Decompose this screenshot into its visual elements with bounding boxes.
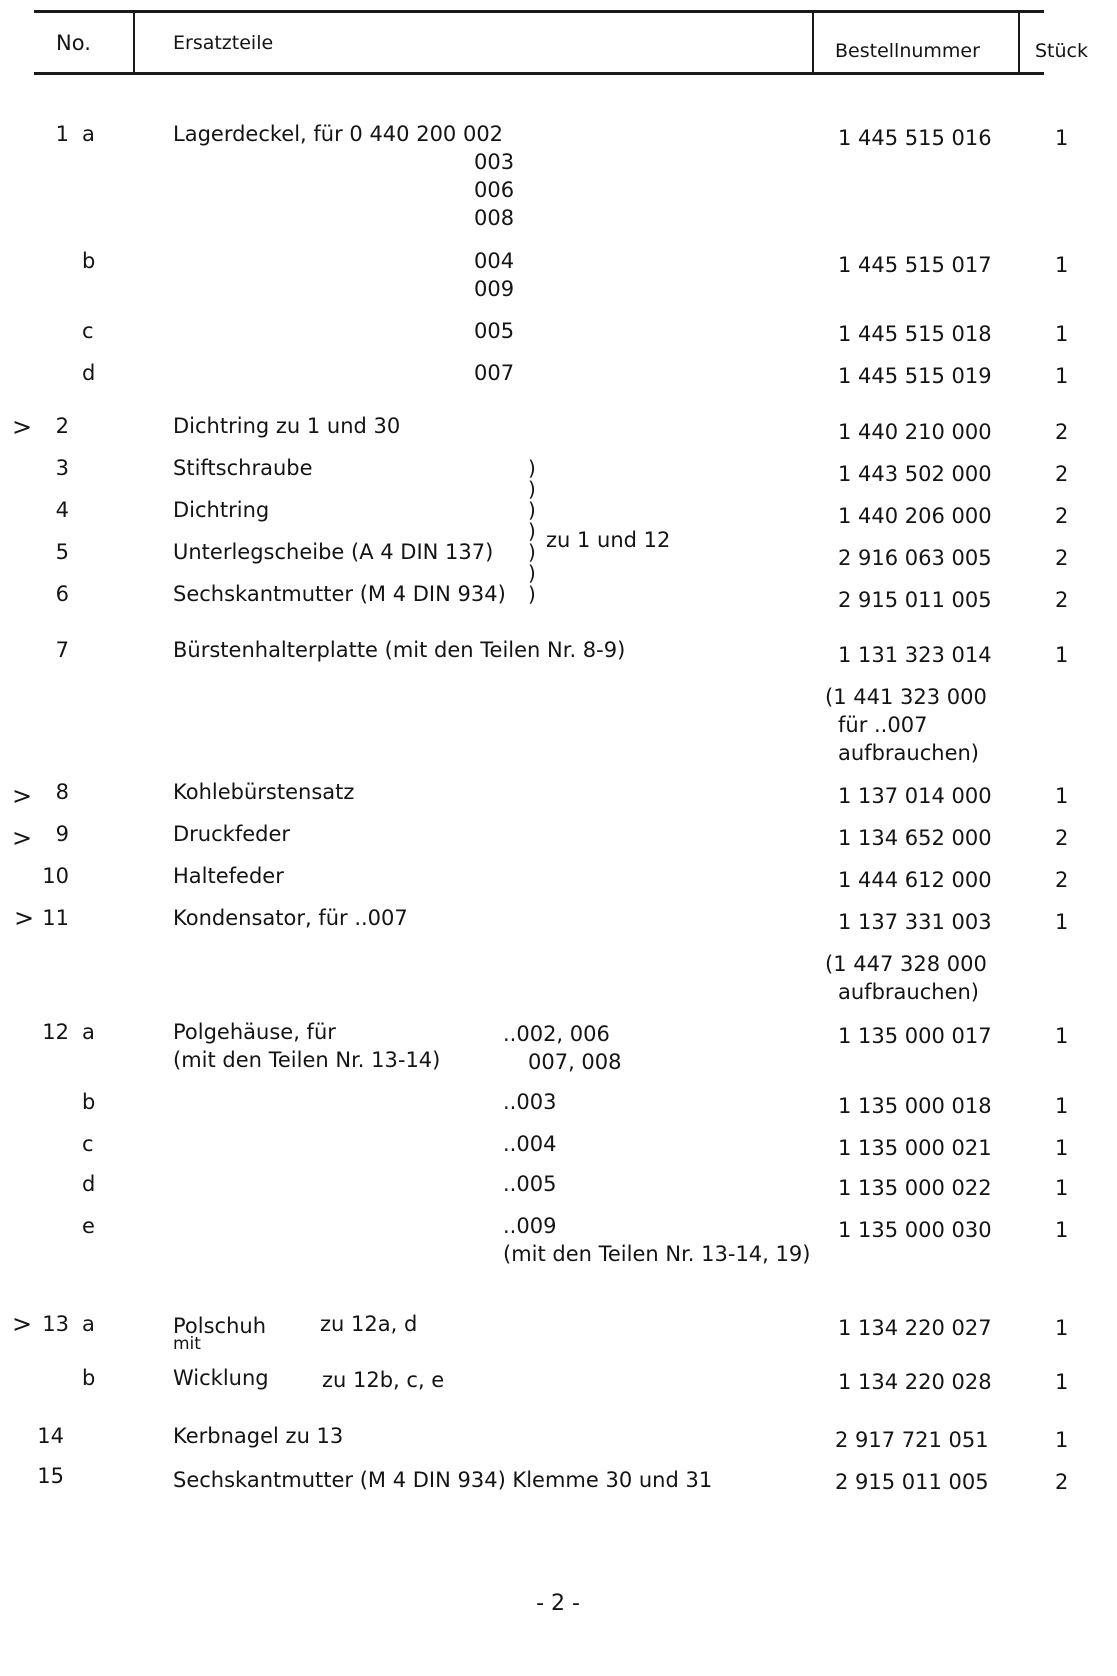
row-order-number: 1 131 323 014 [838, 643, 992, 667]
row-extra: 008 [474, 206, 515, 230]
row-number: 8 [55, 780, 69, 804]
row-sub: b [82, 249, 96, 273]
row-sub: a [82, 1020, 95, 1044]
row-order-number: 1 440 210 000 [838, 420, 992, 444]
row-order-number: 1 134 220 027 [838, 1316, 992, 1340]
row-order-number: 1 445 515 016 [838, 126, 992, 150]
row-order-number: 2 915 011 005 [835, 1470, 989, 1494]
row-order-number: 1 445 515 019 [838, 364, 992, 388]
row-order-number: 2 916 063 005 [838, 546, 992, 570]
row-desc-note: zu 12b, c, e [322, 1368, 445, 1392]
header-divider-1 [133, 10, 135, 74]
order-note: (1 447 328 000 [825, 952, 987, 976]
row-qty: 1 [1055, 910, 1069, 934]
row-extra: ..009 [503, 1214, 557, 1238]
change-marker: > [14, 904, 35, 932]
row-sub: d [82, 1172, 96, 1196]
row-desc: Dichtring [173, 498, 270, 522]
row-number: 2 [55, 414, 69, 438]
row-order-number: 1 444 612 000 [838, 868, 992, 892]
row-sub: b [82, 1366, 96, 1390]
row-qty: 1 [1055, 784, 1069, 808]
row-order-number: 1 137 331 003 [838, 910, 992, 934]
row-qty: 2 [1055, 826, 1069, 850]
group-note: zu 1 und 12 [546, 528, 671, 552]
col-header-qty: Stück [1035, 40, 1089, 62]
row-order-number: 1 440 206 000 [838, 504, 992, 528]
row-sub: c [82, 319, 94, 343]
row-qty: 1 [1055, 253, 1069, 277]
col-header-order: Bestellnummer [835, 40, 980, 62]
row-qty: 1 [1055, 1428, 1069, 1452]
row-desc: Dichtring zu 1 und 30 [173, 414, 401, 438]
header-divider-3 [1018, 10, 1020, 74]
row-sub: b [82, 1090, 96, 1114]
row-desc: Bürstenhalterplatte (mit den Teilen Nr. 8-9) [173, 638, 626, 662]
row-number: 7 [55, 638, 69, 662]
row-desc: Haltefeder [173, 864, 284, 888]
row-qty: 1 [1055, 1024, 1069, 1048]
row-qty: 2 [1055, 504, 1069, 528]
row-extra: 006 [474, 178, 515, 202]
row-number: 3 [55, 456, 69, 480]
row-extra: 005 [474, 319, 515, 343]
row-order-number: 1 443 502 000 [838, 462, 992, 486]
order-note: aufbrauchen) [838, 741, 979, 765]
change-marker: > [12, 1310, 33, 1338]
row-qty: 1 [1055, 1218, 1069, 1242]
row-extra-note: (mit den Teilen Nr. 13-14, 19) [503, 1242, 811, 1266]
row-extra: 003 [474, 150, 515, 174]
row-sub: e [82, 1214, 95, 1238]
row-number: 4 [55, 498, 69, 522]
row-number: 6 [55, 582, 69, 606]
row-order-number: 1 135 000 030 [838, 1218, 992, 1242]
row-qty: 1 [1055, 322, 1069, 346]
order-note: für ..007 [838, 713, 928, 737]
row-sub: d [82, 361, 96, 385]
row-extra: ..002, 006 [503, 1022, 610, 1046]
row-qty: 2 [1055, 420, 1069, 444]
group-brace: ) ) ) ) ) ) ) [528, 456, 536, 606]
row-number: 9 [55, 822, 69, 846]
order-note: aufbrauchen) [838, 980, 979, 1004]
page-number: - 2 - [536, 1591, 580, 1616]
row-sub: c [82, 1132, 94, 1156]
row-order-number: 1 135 000 017 [838, 1024, 992, 1048]
row-extra: 009 [474, 277, 515, 301]
row-qty: 2 [1055, 546, 1069, 570]
header-divider-2 [812, 10, 814, 74]
row-qty: 1 [1055, 1136, 1069, 1160]
row-qty: 2 [1055, 1470, 1069, 1494]
row-desc-connector: mit [173, 1334, 201, 1354]
row-extra: ..003 [503, 1090, 557, 1114]
row-qty: 1 [1055, 1370, 1069, 1394]
row-order-number: 2 915 011 005 [838, 588, 992, 612]
row-order-number: 1 135 000 022 [838, 1176, 992, 1200]
row-qty: 1 [1055, 1094, 1069, 1118]
row-qty: 1 [1055, 1176, 1069, 1200]
row-extra: 007 [474, 361, 515, 385]
row-number: 15 [37, 1464, 64, 1488]
row-desc: Kerbnagel zu 13 [173, 1424, 344, 1448]
row-qty: 2 [1055, 588, 1069, 612]
row-desc: Lagerdeckel, für 0 440 200 002 [173, 122, 504, 146]
row-sub: a [82, 122, 95, 146]
change-marker: > [12, 782, 33, 810]
row-qty: 1 [1055, 1316, 1069, 1340]
row-desc: Kondensator, für ..007 [173, 906, 408, 930]
row-order-number: 1 135 000 021 [838, 1136, 992, 1160]
row-desc: Wicklung [173, 1366, 269, 1390]
row-desc: Stiftschraube [173, 456, 313, 480]
col-header-part: Ersatzteile [173, 32, 274, 54]
row-number: 5 [55, 540, 69, 564]
row-desc: Polschuh [173, 1314, 267, 1338]
row-order-number: 1 445 515 017 [838, 253, 992, 277]
row-order-number: 1 137 014 000 [838, 784, 992, 808]
order-note: (1 441 323 000 [825, 685, 987, 709]
row-desc-line2: (mit den Teilen Nr. 13-14) [173, 1048, 441, 1072]
row-order-number: 2 917 721 051 [835, 1428, 989, 1452]
row-desc: Sechskantmutter (M 4 DIN 934) Klemme 30 und 31 [173, 1468, 713, 1492]
change-marker: > [12, 824, 33, 852]
row-desc: Druckfeder [173, 822, 291, 846]
row-number: 12 [42, 1020, 69, 1044]
row-qty: 2 [1055, 462, 1069, 486]
row-desc: Polgehäuse, für [173, 1020, 336, 1044]
row-order-number: 1 134 652 000 [838, 826, 992, 850]
row-desc: Kohlebürstensatz [173, 780, 355, 804]
row-desc: Sechskantmutter (M 4 DIN 934) [173, 582, 506, 606]
header-bottom-rule [34, 72, 1044, 75]
row-number: 13 [42, 1312, 69, 1336]
row-order-number: 1 445 515 018 [838, 322, 992, 346]
row-number: 14 [37, 1424, 64, 1448]
row-order-number: 1 134 220 028 [838, 1370, 992, 1394]
row-desc-note: zu 12a, d [320, 1312, 418, 1336]
row-extra: ..005 [503, 1172, 557, 1196]
row-extra: 007, 008 [528, 1050, 622, 1074]
row-extra: ..004 [503, 1132, 557, 1156]
row-number: 1 [55, 122, 69, 146]
row-extra: 004 [474, 249, 515, 273]
col-header-no: No. [56, 31, 91, 55]
change-marker: > [12, 413, 33, 441]
row-qty: 1 [1055, 126, 1069, 150]
row-desc: Unterlegscheibe (A 4 DIN 137) [173, 540, 494, 564]
row-sub: a [82, 1312, 95, 1336]
row-number: 11 [42, 906, 69, 930]
row-qty: 1 [1055, 364, 1069, 388]
row-qty: 2 [1055, 868, 1069, 892]
row-number: 10 [42, 864, 69, 888]
row-qty: 1 [1055, 643, 1069, 667]
row-order-number: 1 135 000 018 [838, 1094, 992, 1118]
header-top-rule [34, 10, 1044, 13]
